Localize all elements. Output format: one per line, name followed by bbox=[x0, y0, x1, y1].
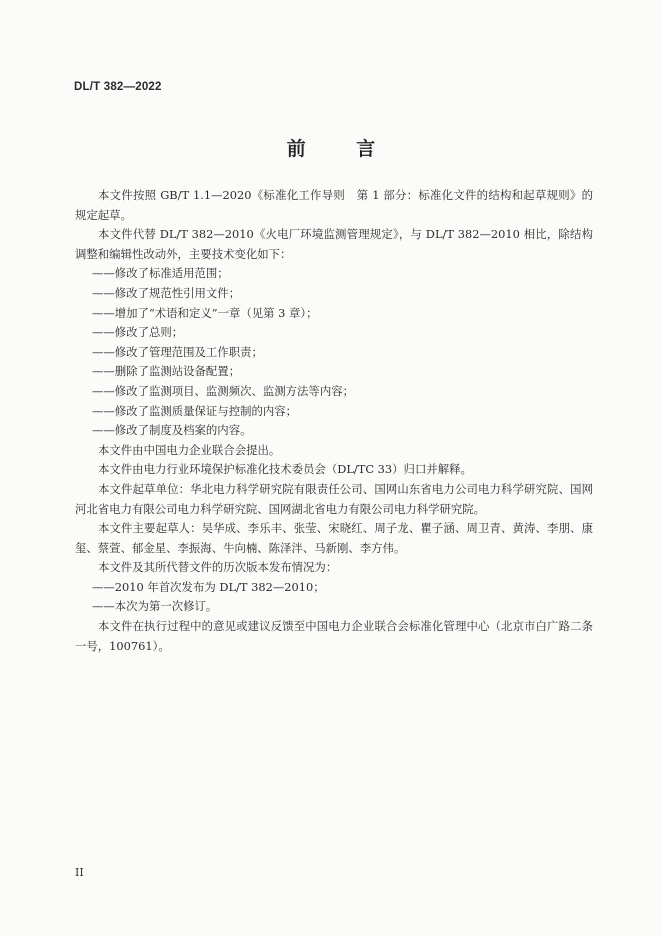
list-item: ——修改了总则； bbox=[92, 325, 184, 340]
list-item: ——增加了“术语和定义”一章（见第 3 章）； bbox=[92, 305, 318, 320]
list-item: ——修改了规范性引用文件； bbox=[92, 285, 241, 300]
paragraph-committee: 本文件由电力行业环境保护标准化技术委员会（DL/TC 33）归口并解释。 bbox=[98, 462, 472, 477]
paragraph-drafters: 本文件主要起草人：吴华成、李乐丰、张莹、宋晓红、周子龙、瞿子涵、周卫青、黄涛、李朋、康玺、蔡萱、郁金星、李振海、牛向楠、陈泽泮、马新刚、李方伟。 bbox=[75, 521, 593, 555]
document-code: DL/T 382—2022 bbox=[74, 81, 162, 93]
list-item: ——删除了监测站设备配置； bbox=[92, 364, 241, 379]
page-number: II bbox=[75, 866, 84, 879]
list-item: ——修改了监测质量保证与控制的内容； bbox=[92, 403, 298, 418]
paragraph-proposer: 本文件由中国电力企业联合会提出。 bbox=[98, 442, 281, 457]
page-title: 前 言 bbox=[286, 138, 398, 160]
list-item: ——本次为第一次修订。 bbox=[92, 599, 218, 614]
paragraph-drafting-basis: 本文件按照 GB/T 1.1—2020《标准化工作导则 第 1 部分：标准化文件的结构和起草规则》的规定起草。 bbox=[75, 188, 593, 222]
paragraph-feedback: 本文件在执行过程中的意见或建议反馈至中国电力企业联合会标准化管理中心（北京市白广路二条一号，100761）。 bbox=[75, 619, 593, 653]
list-item: ——修改了制度及档案的内容。 bbox=[92, 423, 252, 438]
paragraph-history-intro: 本文件及其所代替文件的历次版本发布情况为： bbox=[98, 560, 338, 575]
paragraph-replacement: 本文件代替 DL/T 382—2010《火电厂环境监测管理规定》，与 DL/T 382—2010 相比，除结构调整和编辑性改动外，主要技术变化如下： bbox=[75, 227, 593, 261]
list-item: ——修改了标准适用范围； bbox=[92, 266, 229, 281]
list-item: ——修改了监测项目、监测频次、监测方法等内容； bbox=[92, 383, 354, 398]
foreword-body bbox=[75, 186, 593, 656]
paragraph-drafting-units: 本文件起草单位：华北电力科学研究院有限责任公司、国网山东省电力公司电力科学研究院、国网河北省电力有限公司电力科学研究院、国网湖北省电力有限公司电力科学研究院。 bbox=[75, 481, 593, 516]
list-item: ——修改了管理范围及工作职责； bbox=[92, 344, 263, 359]
list-item: ——2010 年首次发布为 DL/T 382—2010； bbox=[92, 579, 325, 594]
